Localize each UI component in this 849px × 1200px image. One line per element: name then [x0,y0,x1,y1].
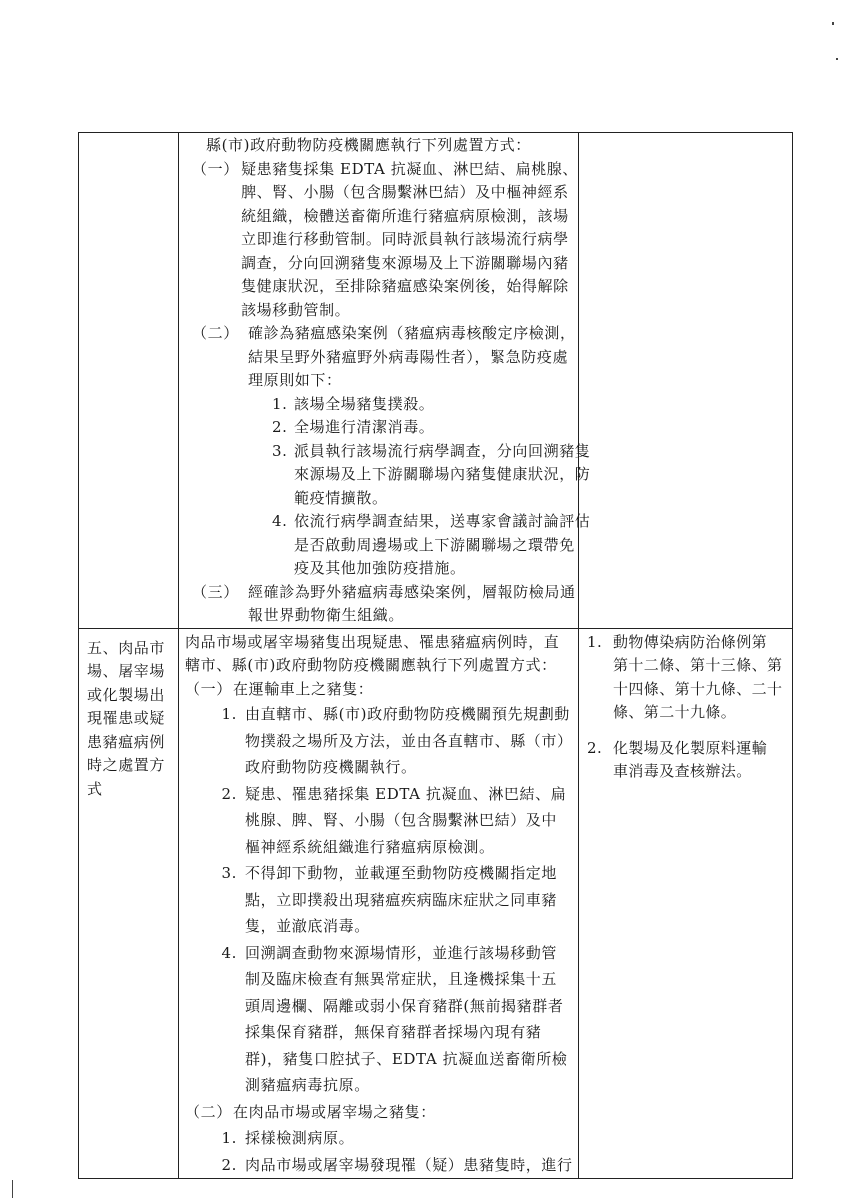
law-item: 2. 化製場及化製原料運輸 車消毒及查核辦法。 [587,738,768,780]
section-1-subitems [215,701,578,1099]
top-right-cell [579,133,793,629]
section-title-line: 患豬瘟病例 [87,732,166,751]
top-left-cell [79,133,179,629]
list-item: 3. 派員執行該場流行病學調查，分向回溯豬隻 來源場及上下游關聯場內豬隻健康狀況，防 範疫情擴散。 [272,441,591,507]
top-intro: 縣(市)政府動物防疫機關應執行下列處置方式： [206,136,531,154]
section-title-line: 時之處置方 [87,756,166,774]
scan-mark [12,1180,13,1198]
scan-mark [832,22,834,25]
list-item: 4. 依流行病學調查結果，送專家會議討論評估 是否啟動周邊場或上下游關聯場之環帶免 疫及其他加強防疫措施。 [272,512,591,577]
list-item: 1. 採樣檢測病原。 [221,1129,355,1147]
law-reference-cell [579,628,793,1179]
top-item-2: （二） 確診為豬瘟感染案例（豬瘟病毒核酸定序檢測， 結果呈野外豬瘟野外病毒陽性者），緊急防疫處 理原則如下： [192,324,576,389]
law-item: 1. 動物傳染病防治條例第 第十二條、第十三條、第 十四條、第十九條、二十 條、第二十九條。 [587,632,783,721]
section-title-line: 或化製場出 [87,685,166,704]
top-item-1: （一） 疑患豬隻採集 EDTA 抗凝血、淋巴結、扁桃腺、 脾、腎、小腸（包含腸繫淋巴結）及中樞神經系 統組織，檢體送畜衛所進行豬瘟病原檢測，該場 立即進行移動管制。同時派員執行該場流行病學 調查，分向回溯豬隻來源場及上下游關聯場內豬 隻健康狀況，至排除豬瘟感染案例後，始得解除 該場移動管制。 [192,159,578,319]
table-row-bottom [79,628,793,1179]
section-title-line: 現罹患或疑 [87,709,166,727]
section-intro-line: 轄市、縣(市)政府動物防疫機關應執行下列處置方式： [185,656,557,674]
list-item: 2. 全場進行清潔消毒。 [272,418,435,436]
list-item: 3. 不得卸下動物，並載運至動物防疫機關指定地 點，立即撲殺出現豬瘟疾病臨床症狀之同車豬 隻，並澈底消毒。 [221,864,558,935]
regulation-table [78,132,793,1179]
top-content-cell [179,133,591,629]
list-item: 4. 回溯調查動物來源場情形，並進行該場移動管 制及臨床檢查有無異常症狀，且逢機採集十五 頭周邊欄、隔離或弱小保育豬群(無前揭豬群者 採集保育豬群，無保育豬群者採場內現有豬 群)，豬隻口腔拭子、EDTA 抗凝血送畜衛所檢 測豬瘟病毒抗原。 [221,943,568,1094]
top-item-3: （三） 經確診為野外豬瘟病毒感染案例，層報防檢局通 報世界動物衛生組織。 [192,582,576,624]
section-title-line: 式 [87,779,103,798]
list-item: 1. 由直轄市、縣(市)政府動物防疫機關預先規劃動 物撲殺之場所及方法，並由各直轄市、縣（市） 政府動物防疫機關執行。 [221,705,573,776]
section-title-line: 五、肉品市 [87,638,166,657]
top-item-2-subitems [272,393,591,581]
table-row-top [79,133,793,629]
section-title-line: 場、屠宰場 [87,662,166,680]
list-item: 2. 肉品市場或屠宰場發現罹（疑）患豬隻時，進行 [221,1155,573,1174]
list-item: 1. 該場全場豬隻撲殺。 [272,394,435,413]
scan-mark [836,58,838,60]
section-title-cell [79,628,179,1179]
list-item: 2. 疑患、罹患豬採集 EDTA 抗凝血、淋巴結、扁 桃腺、脾、腎、小腸（包含腸繫淋巴結）及中 樞神經系統組織進行豬瘟病原檢測。 [221,784,567,856]
section-1: （一） 在運輸車上之豬隻： [185,679,374,698]
section-2-subitems [215,1125,578,1178]
section-content-cell [179,628,579,1179]
section-intro-line: 肉品市場或屠宰場豬隻出現疑患、罹患豬瘟病例時，直 [185,632,560,651]
section-2: （二） 在肉品市場或屠宰場之豬隻： [185,1102,436,1121]
